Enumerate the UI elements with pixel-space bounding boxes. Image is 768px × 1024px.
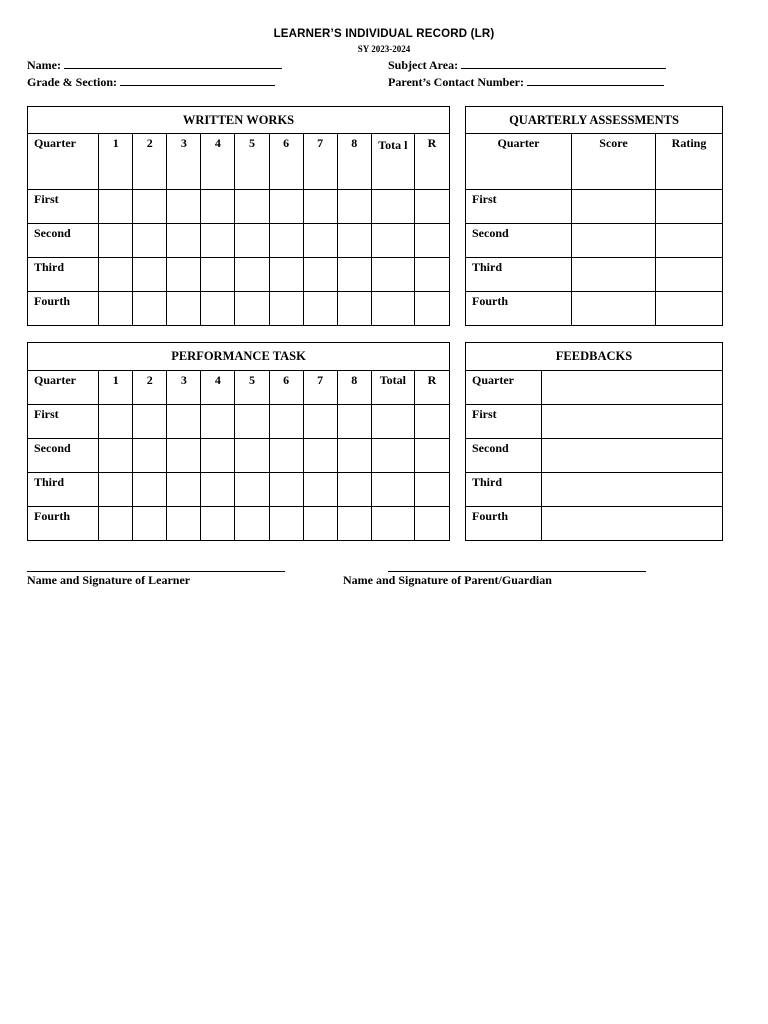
document-title: LEARNER’S INDIVIDUAL RECORD (LR) (273, 28, 495, 40)
qa-row-label: Second (466, 224, 572, 258)
parent-signature-label: Name and Signature of Parent/Guardian (343, 573, 552, 587)
name-blank[interactable] (64, 57, 282, 69)
table-row (28, 507, 450, 541)
qa-row-label: Fourth (466, 292, 572, 326)
table-row (466, 405, 723, 439)
ww-header-total: Tota l (371, 134, 414, 190)
fb-row-label: Fourth (466, 507, 542, 541)
learner-signature-label: Name and Signature of Learner (27, 573, 191, 587)
written-works-table (27, 106, 450, 326)
quarterly-assessments-caption: QUARTERLY ASSESSMENTS (466, 107, 723, 134)
ww-header-8: 8 (337, 134, 371, 190)
ww-header-quarter: Quarter (28, 134, 99, 190)
table-row (28, 224, 450, 258)
table-row (28, 405, 450, 439)
ww-row-label: Fourth (28, 292, 99, 326)
ww-header-7: 7 (303, 134, 337, 190)
pt-header-8: 8 (337, 371, 371, 405)
pt-header-6: 6 (269, 371, 303, 405)
qa-header-score: Score (572, 134, 656, 190)
ww-row-label: First (28, 190, 99, 224)
grade-section-label: Grade & Section: (27, 75, 117, 89)
name-field (27, 57, 282, 72)
feedbacks-caption: FEEDBACKS (466, 343, 723, 371)
grade-section-blank[interactable] (120, 74, 275, 86)
ww-header-3: 3 (167, 134, 201, 190)
ww-header-6: 6 (269, 134, 303, 190)
contact-number-label: Parent’s Contact Number: (388, 75, 524, 89)
pt-header-r: R (414, 371, 449, 405)
pt-header-2: 2 (133, 371, 167, 405)
name-label: Name: (27, 58, 61, 72)
fb-row-label: First (466, 405, 542, 439)
ww-row-label: Second (28, 224, 99, 258)
table-row (466, 190, 723, 224)
pt-header-1: 1 (99, 371, 133, 405)
ww-header-5: 5 (235, 134, 269, 190)
table-row (28, 258, 450, 292)
table-row (28, 473, 450, 507)
pt-header-total: Total (371, 371, 414, 405)
qa-header-rating: Rating (656, 134, 723, 190)
pt-row-label: Fourth (28, 507, 99, 541)
grade-section-field (27, 74, 275, 89)
pt-header-7: 7 (303, 371, 337, 405)
fb-header-blank (542, 371, 723, 405)
ww-header-r: R (414, 134, 449, 190)
school-year: SY 2023-2024 (357, 44, 411, 54)
contact-number-field (388, 74, 664, 89)
contact-number-blank[interactable] (527, 74, 664, 86)
qa-row-label: Third (466, 258, 572, 292)
fb-header-quarter: Quarter (466, 371, 542, 405)
learner-signature-line[interactable] (27, 571, 285, 572)
table-row (466, 473, 723, 507)
table-row (28, 190, 450, 224)
table-row (466, 439, 723, 473)
subject-area-label: Subject Area: (388, 58, 459, 72)
ww-header-4: 4 (201, 134, 235, 190)
table-row (28, 292, 450, 326)
feedbacks-table (465, 342, 723, 541)
ww-header-1: 1 (99, 134, 133, 190)
table-row (466, 258, 723, 292)
parent-signature-line[interactable] (388, 571, 646, 572)
quarterly-assessments-table (465, 106, 723, 326)
pt-header-5: 5 (235, 371, 269, 405)
performance-task-caption: PERFORMANCE TASK (28, 343, 450, 371)
fb-row-label: Second (466, 439, 542, 473)
pt-row-label: Third (28, 473, 99, 507)
qa-row-label: First (466, 190, 572, 224)
subject-area-field (388, 57, 666, 72)
written-works-caption: WRITTEN WORKS (28, 107, 450, 134)
table-row (466, 507, 723, 541)
ww-row-label: Third (28, 258, 99, 292)
table-row (466, 292, 723, 326)
fb-row-label: Third (466, 473, 542, 507)
pt-row-label: Second (28, 439, 99, 473)
pt-header-3: 3 (167, 371, 201, 405)
ww-header-2: 2 (133, 134, 167, 190)
table-row (28, 439, 450, 473)
table-row (466, 224, 723, 258)
subject-area-blank[interactable] (461, 57, 666, 69)
pt-header-quarter: Quarter (28, 371, 99, 405)
qa-header-quarter: Quarter (466, 134, 572, 190)
pt-row-label: First (28, 405, 99, 439)
pt-header-4: 4 (201, 371, 235, 405)
performance-task-table (27, 342, 450, 541)
